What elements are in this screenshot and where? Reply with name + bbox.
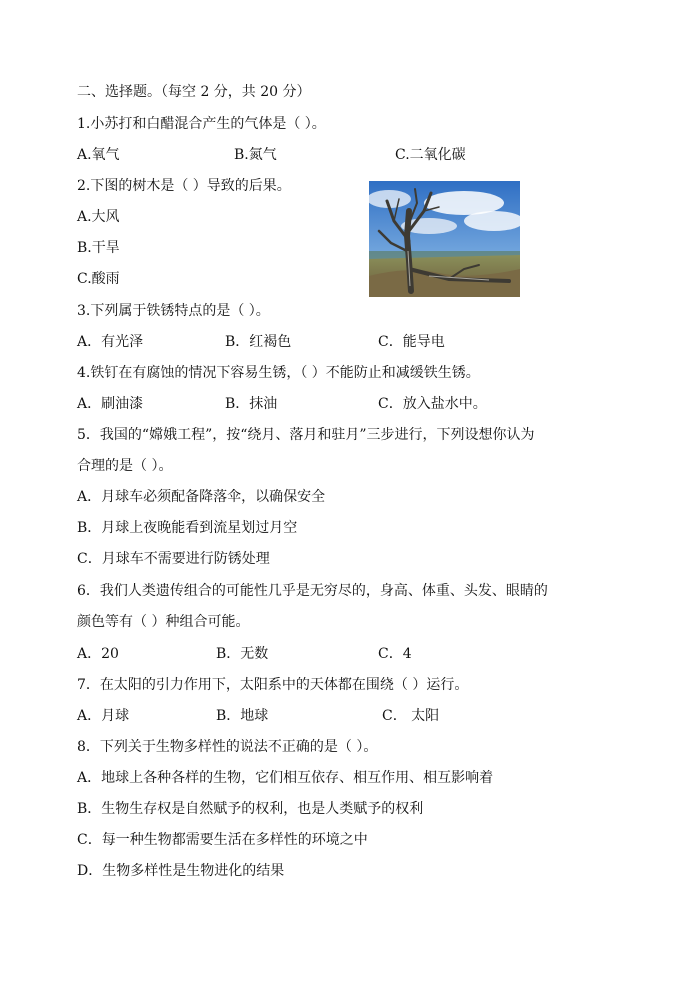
question-4-option-c: C．放入盐水中。: [378, 396, 487, 412]
question-3-option-c: C．能导电: [378, 334, 445, 350]
question-8-option-c: C．每一种生物都需要生活在多样性的环境之中: [77, 832, 368, 848]
question-8-option-b: B．生物生存权是自然赋予的权利，也是人类赋予的权利: [77, 801, 424, 817]
question-2-option-c: C.酸雨: [77, 271, 120, 287]
dead-tree-photo: [369, 181, 520, 297]
question-6-option-a: A．20: [77, 646, 119, 662]
section-title: 二、选择题。（每空 2 分，共 20 分）: [77, 84, 311, 100]
question-1-option-b: B.氮气: [234, 147, 277, 163]
question-8-option-a: A．地球上各种各样的生物，它们相互依存、相互作用、相互影响着: [77, 770, 494, 786]
question-5-option-a: A．月球车必须配备降落伞，以确保安全: [77, 489, 326, 505]
question-3-stem: 3.下列属于铁锈特点的是（ ）。: [77, 303, 270, 319]
question-8-option-d: D．生物多样性是生物进化的结果: [77, 863, 285, 879]
question-6-option-c: C．4: [378, 646, 412, 662]
question-1-option-c: C.二氧化碳: [395, 147, 466, 163]
question-6-stem-line-2: 颜色等有（ ）种组合可能。: [77, 614, 250, 630]
question-4-stem: 4.铁钉在有腐蚀的情况下容易生锈，（ ）不能防止和减缓铁生锈。: [77, 365, 480, 381]
question-5-option-b: B．月球上夜晚能看到流星划过月空: [77, 520, 298, 536]
question-2-stem: 2.下图的树木是（ ）导致的后果。: [77, 178, 291, 194]
question-3-option-b: B．红褐色: [225, 334, 292, 350]
question-5-option-c: C．月球车不需要进行防锈处理: [77, 551, 270, 567]
question-7-option-a: A．月球: [77, 708, 130, 724]
question-7-option-c: C． 太阳: [382, 708, 440, 724]
question-8-stem: 8．下列关于生物多样性的说法不正确的是（ ）。: [77, 739, 378, 755]
question-3-option-a: A．有光泽: [77, 334, 144, 350]
question-6-option-b: B．无数: [216, 646, 269, 662]
question-1-stem: 1.小苏打和白醋混合产生的气体是（ ）。: [77, 116, 326, 132]
question-6-stem-line-1: 6．我们人类遗传组合的可能性几乎是无穷尽的，身高、体重、头发、眼睛的: [77, 583, 548, 599]
question-7-option-b: B．地球: [216, 708, 269, 724]
question-7-stem: 7．在太阳的引力作用下，太阳系中的天体都在围绕（ ）运行。: [77, 677, 469, 693]
question-1-option-a: A.氧气: [77, 147, 120, 163]
question-2-option-a: A.大风: [77, 209, 120, 225]
question-4-option-a: A．刷油漆: [77, 396, 144, 412]
question-5-stem-line-1: 5．我国的“嫦娥工程”，按“绕月、落月和驻月”三步进行，下列设想你认为: [77, 427, 535, 443]
question-2-option-b: B.干旱: [77, 240, 120, 256]
question-5-stem-line-2: 合理的是（ ）。: [77, 458, 173, 474]
question-4-option-b: B．抹油: [225, 396, 278, 412]
